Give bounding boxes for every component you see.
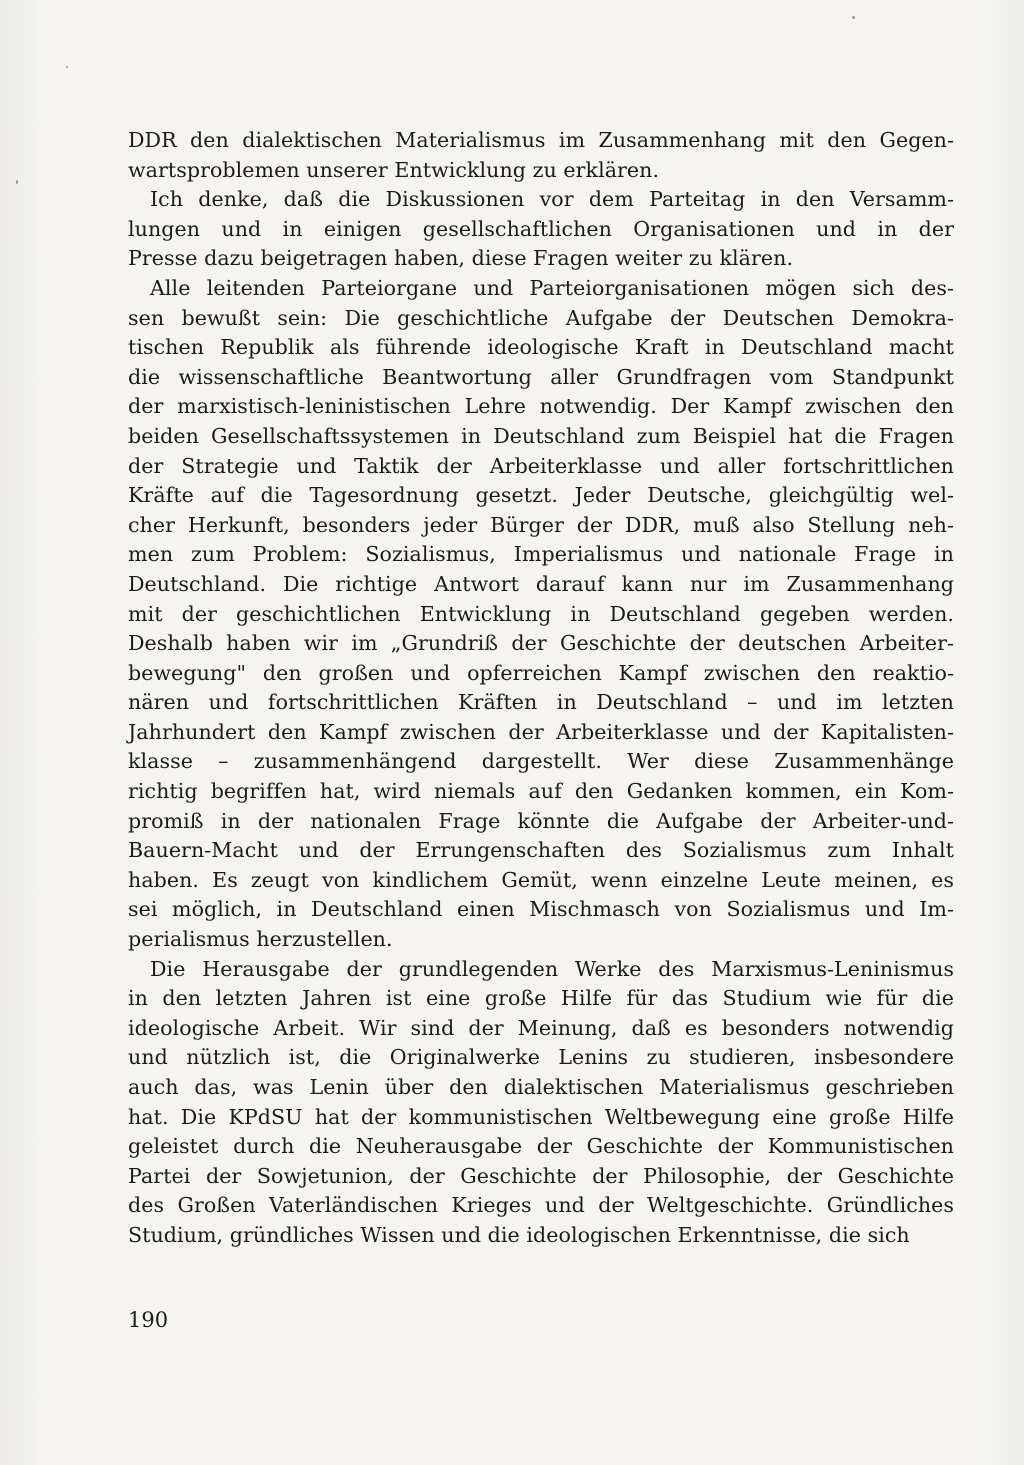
text-line: Die Herausgabe der grundlegenden Werke des Marxismus-Leninismus: [150, 956, 954, 981]
text-line: DDR den dialektischen Materialismus im Zusammenhang mit den Gegen-: [128, 128, 954, 152]
text-line: lungen und in einigen gesellschaftlichen Organisationen und in der: [128, 216, 954, 241]
text-line: hat. Die KPdSU hat der kommunistischen Weltbewegung eine große Hilfe: [128, 1104, 954, 1129]
text-line: Deshalb haben wir im „Grundriß der Geschichte der deutschen Arbeiter-: [128, 631, 954, 656]
text-line: tischen Republik als führende ideologische Kraft in Deutschland macht: [128, 335, 954, 360]
text-line: sei möglich, in Deutschland einen Mischmasch von Sozialismus und Im-: [128, 897, 954, 922]
text-line: perialismus herzustellen.: [128, 927, 393, 952]
paragraph: [128, 185, 954, 274]
paragraph: [128, 126, 954, 185]
text-line: Studium, gründliches Wissen und die ideologischen Erkenntnisse, die sich: [128, 1222, 910, 1247]
text-line: cher Herkunft, besonders jeder Bürger der DDR, muß also Stellung neh-: [128, 512, 954, 537]
text-line: die wissenschaftliche Beantwortung aller Grundfragen vom Standpunkt: [128, 364, 954, 389]
paragraph: [128, 274, 954, 955]
text-line: beiden Gesellschaftssystemen in Deutschland zum Beispiel hat die Fragen: [128, 423, 954, 448]
text-line: mit der geschichtlichen Entwicklung in Deutschland gegeben werden.: [128, 601, 954, 626]
text-line: Jahrhundert den Kampf zwischen der Arbeiterklasse und der Kapitalisten-: [128, 719, 954, 744]
text-line: men zum Problem: Sozialismus, Imperialismus und nationale Frage in: [128, 542, 954, 567]
text-line: ideologische Arbeit. Wir sind der Meinung, daß es besonders notwendig: [128, 1015, 954, 1040]
text-line: Bauern-Macht und der Errungenschaften des Sozialismus zum Inhalt: [128, 838, 954, 863]
paper-speck: [852, 16, 855, 19]
text-line: Deutschland. Die richtige Antwort darauf kann nur im Zusammenhang: [128, 571, 954, 596]
text-line: haben. Es zeugt von kindlichem Gemüt, wenn einzelne Leute meinen, es: [128, 867, 954, 892]
text-line: klasse – zusammenhängend dargestellt. Wer diese Zusammenhänge: [128, 749, 954, 774]
text-line: der Strategie und Taktik der Arbeiterklasse und aller fortschrittlichen: [128, 453, 954, 478]
text-line: auch das, was Lenin über den dialektischen Materialismus geschrieben: [128, 1075, 954, 1099]
text-line: nären und fortschrittlichen Kräften in Deutschland – und im letzten: [128, 690, 954, 715]
paragraph: [128, 955, 954, 1251]
text-line: und nützlich ist, die Originalwerke Lenins zu studieren, insbesondere: [128, 1045, 954, 1070]
text-line: in den letzten Jahren ist eine große Hilfe für das Studium wie für die: [128, 986, 954, 1011]
text-line: sen bewußt sein: Die geschichtliche Aufgabe der Deutschen Demokra-: [128, 305, 954, 330]
body-text: [128, 126, 954, 1251]
text-line: Presse dazu beigetragen haben, diese Fragen weiter zu klären.: [128, 246, 794, 271]
text-line: Partei der Sowjetunion, der Geschichte der Philosophie, der Geschichte: [128, 1163, 954, 1188]
text-line: der marxistisch-leninistischen Lehre notwendig. Der Kampf zwischen den: [128, 394, 954, 419]
text-line: geleistet durch die Neuherausgabe der Geschichte der Kommunistischen: [128, 1134, 954, 1159]
text-line: Ich denke, daß die Diskussionen vor dem Parteitag in den Versamm-: [150, 187, 954, 212]
paper-speck: [16, 180, 18, 184]
text-line: promiß in der nationalen Frage könnte die Aufgabe der Arbeiter-und-: [128, 808, 954, 833]
text-line: wartsproblemen unserer Entwicklung zu erklären.: [128, 157, 660, 182]
page-number: 190: [128, 1308, 169, 1332]
text-line: Kräfte auf die Tagesordnung gesetzt. Jeder Deutsche, gleichgültig wel-: [128, 483, 954, 508]
text-line: bewegung" den großen und opferreichen Kampf zwischen den reaktio-: [128, 660, 954, 685]
text-line: richtig begriffen hat, wird niemals auf den Gedanken kommen, ein Kom-: [128, 779, 954, 804]
text-line: des Großen Vaterländischen Krieges und der Weltgeschichte. Gründliches: [128, 1193, 954, 1218]
paper-speck: [66, 66, 68, 68]
text-line: Alle leitenden Parteiorgane und Parteiorganisationen mögen sich des-: [150, 275, 954, 300]
